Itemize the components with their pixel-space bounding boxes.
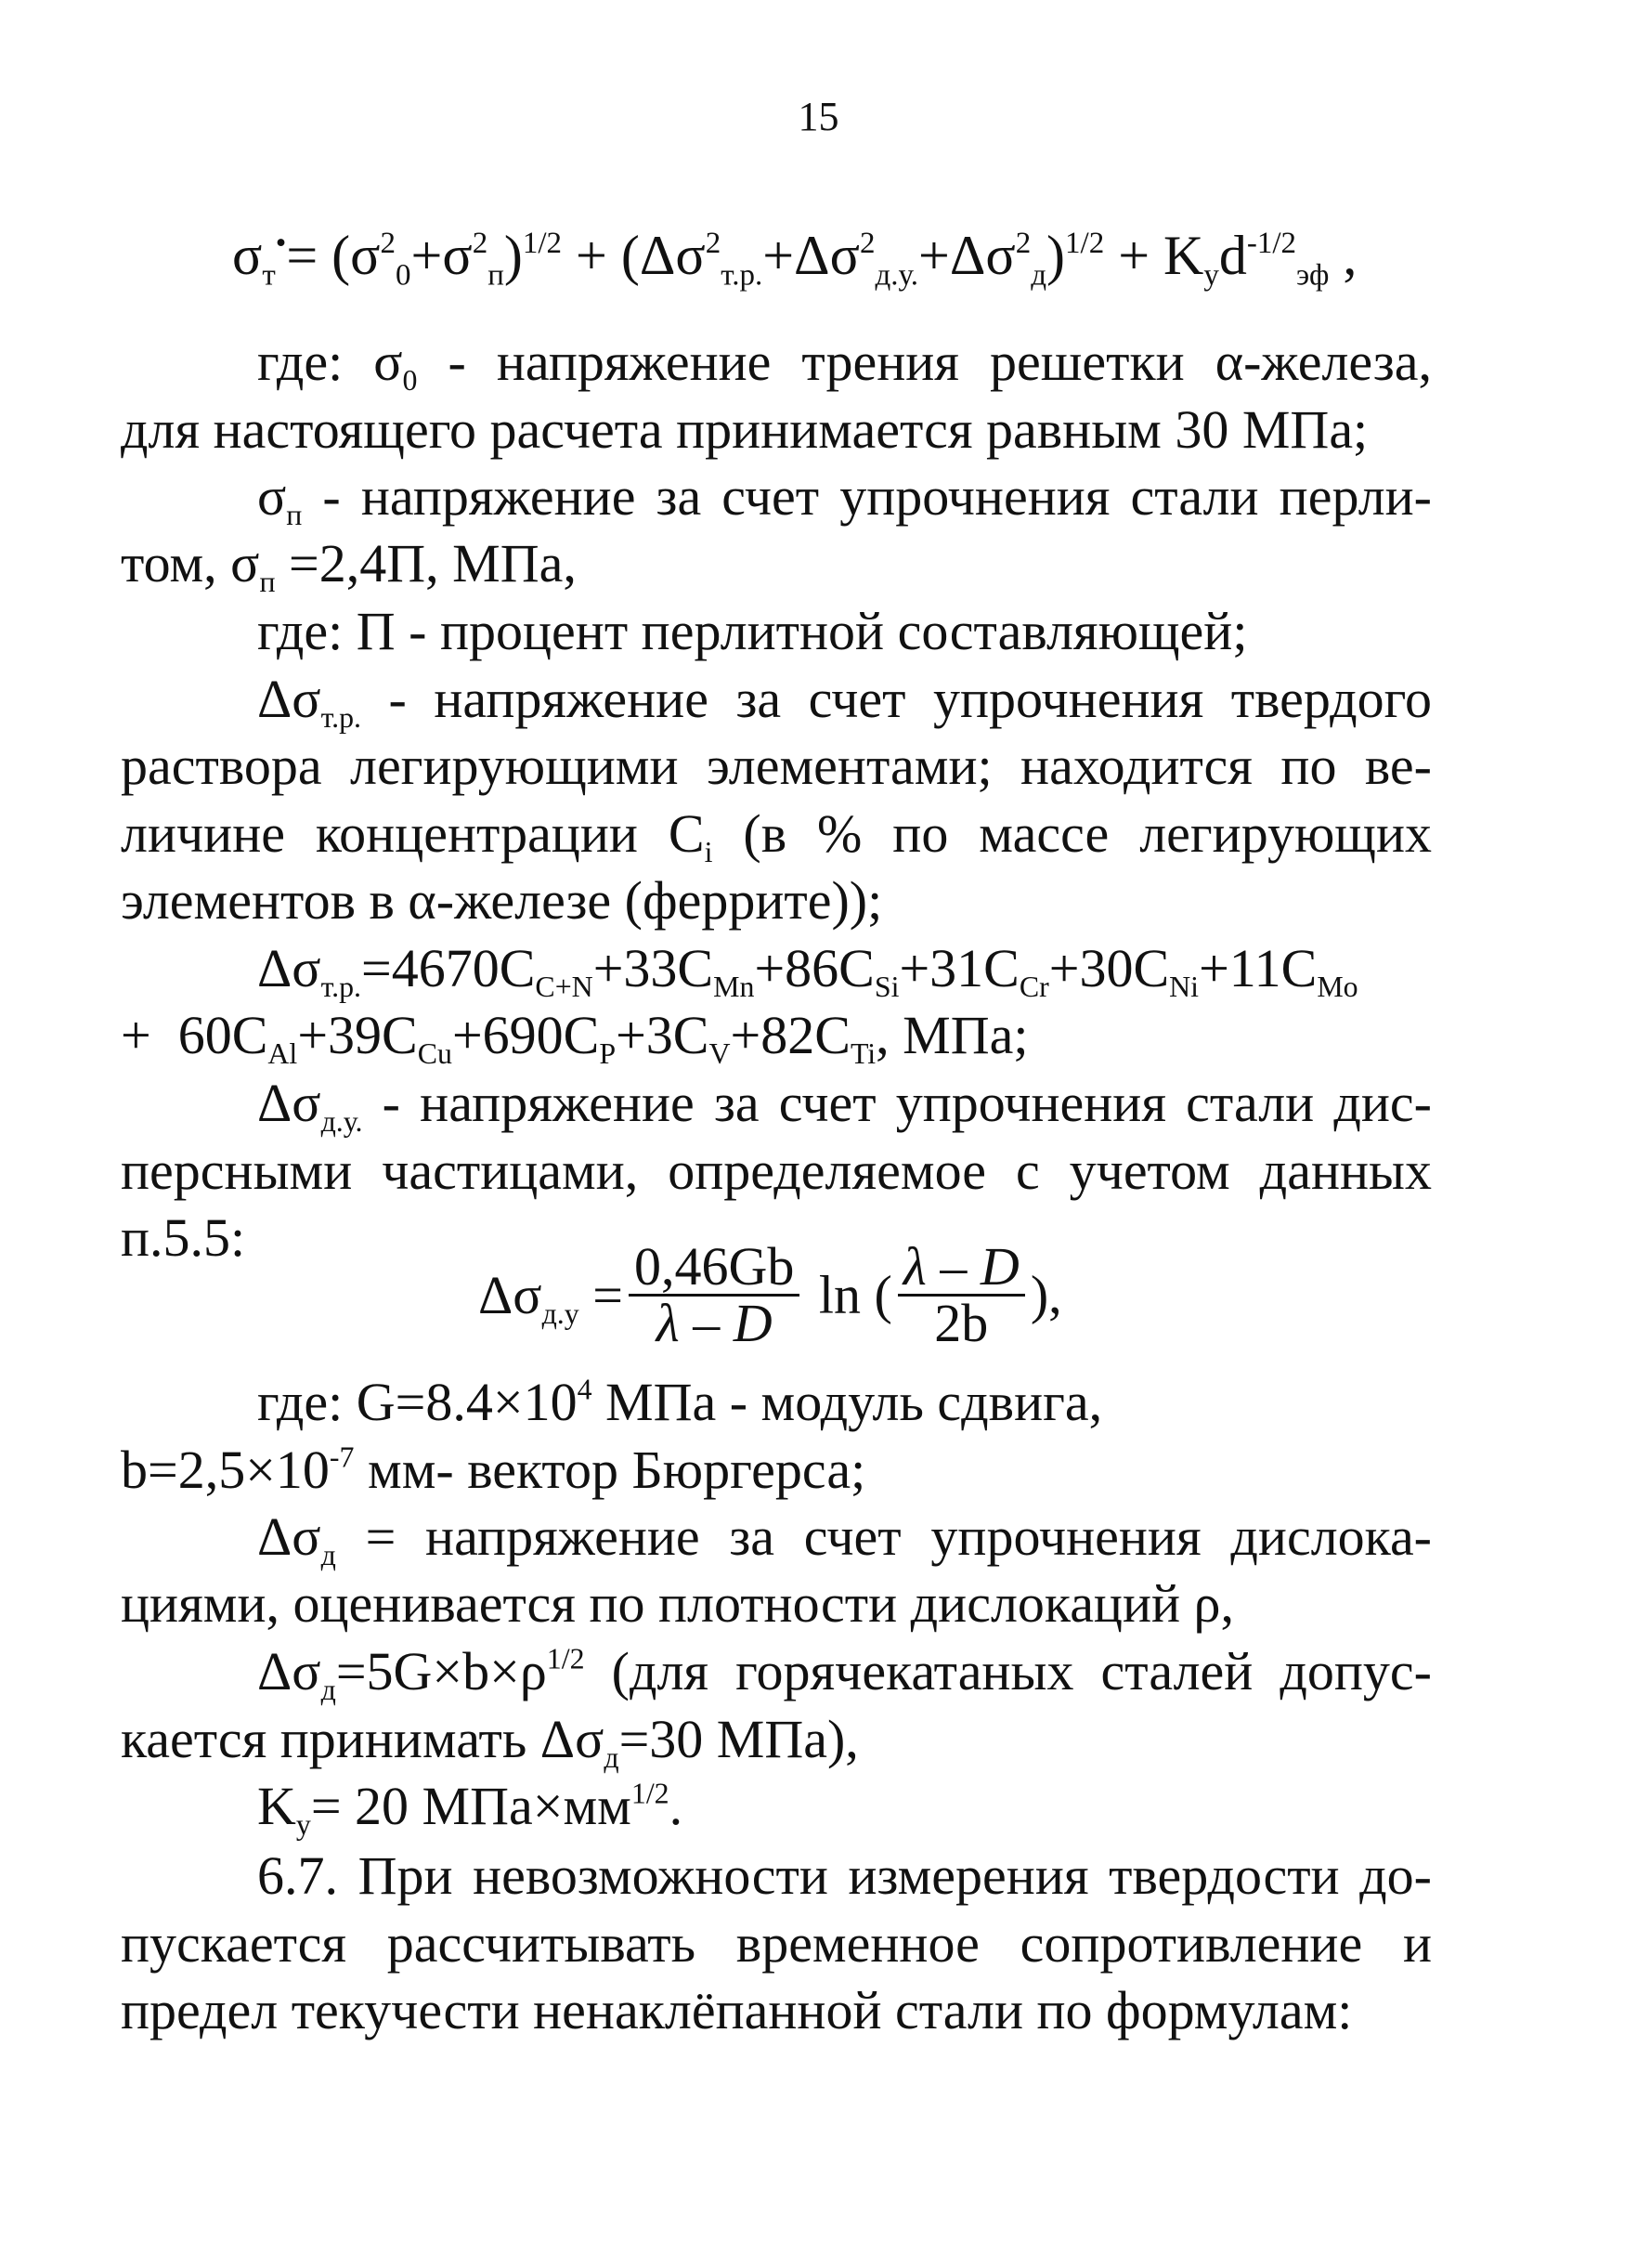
formula-dispersion: $\Delta\sigma_{д.у}$ = $\frac{0,46Gb}{\lambda - D}$ ln ( $\frac{\lambda - D}{2b}$ ), [478,1236,1062,1353]
text-line: раствора легирующими элементами; находится по ве- [121,736,1432,796]
text-line: п.5.5: [121,1207,246,1268]
text-line: кается принимать $\Delta\sigma_д=30$ МПа), [121,1709,859,1775]
text-line: где: $G=8.4\times 10^4$ МПа - модуль сдвига, [257,1372,1103,1432]
text-line: + $60C_{Al}+39C_{Cu}+690C_P+3C_V+82C_{Ti}$, МПа; [121,1005,1029,1071]
fraction-numerator-2: λ – D [898,1240,1025,1297]
text-line: элементов в α-железе (феррите)); [121,870,883,931]
page-number: 15 [798,94,839,139]
text-line: персными частицами, определяемое с учетом данных [121,1141,1432,1201]
text-line: $b=2,5\times 10^{-7}$ мм- вектор Бюргерса; [121,1440,866,1500]
text-line: предел текучести ненаклёпанной стали по формулам: [121,1980,1353,2040]
fraction-denominator-2: 2b [934,1293,989,1353]
text-line: где: П - процент перлитной составляющей; [257,601,1248,661]
text-line: $\sigma_п$ - напряжение за счет упрочнения стали перли- [257,466,1432,532]
text-line: пускается рассчитывать временное сопротивление и [121,1913,1432,1974]
text-line: $\Delta\sigma_{т.р.}=4670C_{C+N}+33C_{Mn}+86C_{Si}+31C_{Cr}+30C_{Ni}+11C_{Mo}$ [257,938,1358,1004]
text-line: том, $\sigma_п =2,4П$, МПа, [121,533,577,599]
ln-label: ln [818,1264,861,1325]
text-line: $K_у= 20$ $МПа\times мм^{1/2}$. [257,1776,683,1842]
text-line: $\Delta\sigma_{д.у.}$ - напряжение за счет упрочнения стали дис- [257,1073,1432,1139]
text-line: $\Delta\sigma_д$ = напряжение за счет упрочнения дислока- [257,1506,1432,1572]
text-line: где: $\sigma_0$ - напряжение трения решетки α-железа, [257,332,1432,398]
text-line: $\Delta\sigma_{т.р.}$ - напряжение за счет упрочнения твердого [257,669,1432,735]
text-line: $\Delta\sigma_д=5G\times b\times\rho^{1/2}$ (для горячекатаных сталей допус- [257,1641,1432,1707]
fraction-numerator: 0,46Gb [629,1240,799,1297]
text-line: для настоящего расчета принимается равным 30 МПа; [121,399,1369,460]
text-line: циями, оценивается по плотности дислокаций ρ, [121,1573,1234,1634]
main-formula: $\sigma_т^•= (\sigma^2_0+\sigma^2_п)^{1/2} + (\Delta\sigma^2_{т.р.}+\Delta\sigma^2_{д.у.}+\Delta\sigma^2_д)^{1/2} + K_уd^{-1/2}_{эф}$ , [232,225,1358,293]
fraction-denominator: λ – D [656,1293,773,1353]
text-line: личине концентрации $C_i$ (в % по массе легирующих [121,803,1432,869]
text-line: 6.7. При невозможности измерения твердости до- [257,1845,1432,1906]
